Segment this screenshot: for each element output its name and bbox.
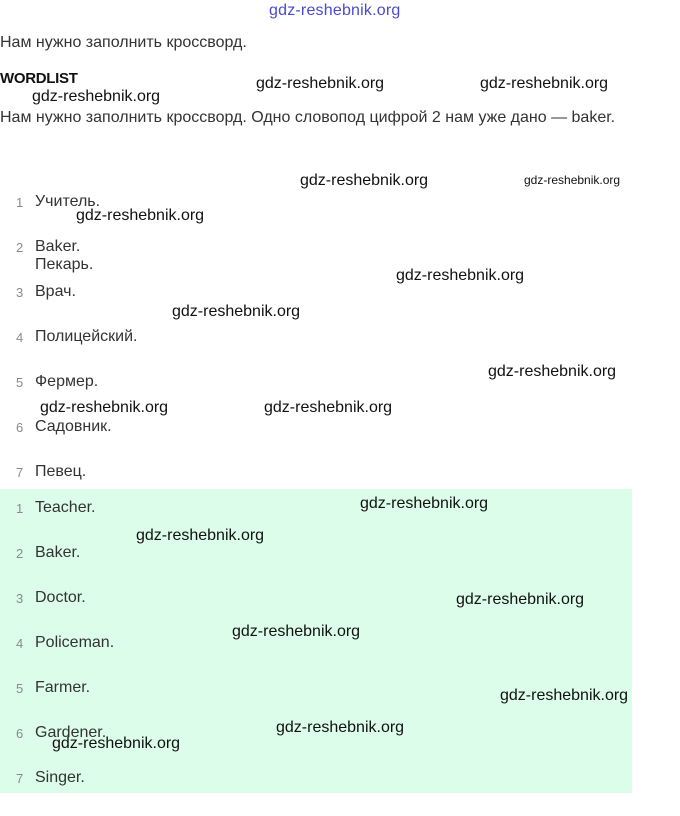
- item-text: Teacher.: [35, 499, 96, 516]
- item-number: 1: [16, 501, 24, 516]
- watermark: gdz-reshebnik.org: [396, 267, 525, 284]
- item-text: Врач.: [35, 283, 76, 300]
- item-number: 7: [16, 771, 24, 786]
- item-text: Policeman.: [35, 634, 115, 651]
- item-number: 5: [16, 375, 24, 390]
- item-number: 6: [16, 420, 24, 435]
- item-number: 1: [16, 195, 24, 210]
- watermark: gdz-reshebnik.org: [456, 591, 585, 608]
- item-text: Полицейский.: [35, 328, 138, 345]
- watermark: gdz-reshebnik.org: [136, 527, 265, 544]
- watermark: gdz-reshebnik.org: [264, 399, 393, 416]
- watermark: gdz-reshebnik.org: [276, 719, 405, 736]
- watermark: gdz-reshebnik.org: [480, 75, 609, 92]
- item-text: Farmer.: [35, 679, 91, 696]
- watermark: gdz-reshebnik.org: [300, 172, 429, 189]
- section-heading: WORDLIST: [0, 70, 78, 87]
- intro-text: Нам нужно заполнить кроссворд.: [0, 34, 247, 51]
- item-text: Singer.: [35, 769, 85, 786]
- item-text: Baker. Пекарь.: [35, 238, 94, 273]
- item-text: Gardener.: [35, 724, 107, 741]
- watermark: gdz-reshebnik.org: [172, 303, 301, 320]
- watermark: gdz-reshebnik.org: [40, 399, 169, 416]
- watermark: gdz-reshebnik.org: [256, 75, 385, 92]
- watermark: gdz-reshebnik.org: [488, 363, 617, 380]
- item-number: 6: [16, 726, 24, 741]
- item-number: 4: [16, 330, 24, 345]
- watermark: gdz-reshebnik.org: [500, 687, 629, 704]
- item-text: Учитель.: [35, 193, 101, 210]
- item-number: 2: [16, 240, 24, 255]
- watermark: gdz-reshebnik.org: [232, 623, 361, 640]
- watermark: gdz-reshebnik.org: [32, 88, 161, 105]
- item-number: 3: [16, 591, 24, 606]
- watermark: gdz-reshebnik.org: [524, 173, 621, 187]
- item-text: Doctor.: [35, 589, 86, 606]
- item-text: Садовник.: [35, 418, 112, 435]
- item-text: Фермер.: [35, 373, 99, 390]
- item-text: Baker.: [35, 544, 81, 561]
- watermark: gdz-reshebnik.org: [360, 495, 489, 512]
- watermark: gdz-reshebnik.org: [76, 207, 205, 224]
- watermark: gdz-reshebnik.org: [52, 735, 181, 752]
- item-number: 3: [16, 285, 24, 300]
- item-number: 5: [16, 681, 24, 696]
- item-number: 2: [16, 546, 24, 561]
- item-number: 7: [16, 465, 24, 480]
- item-text: Певец.: [35, 463, 87, 480]
- watermark-top: gdz-reshebnik.org: [269, 2, 401, 19]
- item-number: 4: [16, 636, 24, 651]
- task-description: Нам нужно заполнить кроссворд. Одно словопод цифрой 2 нам уже дано — baker.: [0, 109, 616, 126]
